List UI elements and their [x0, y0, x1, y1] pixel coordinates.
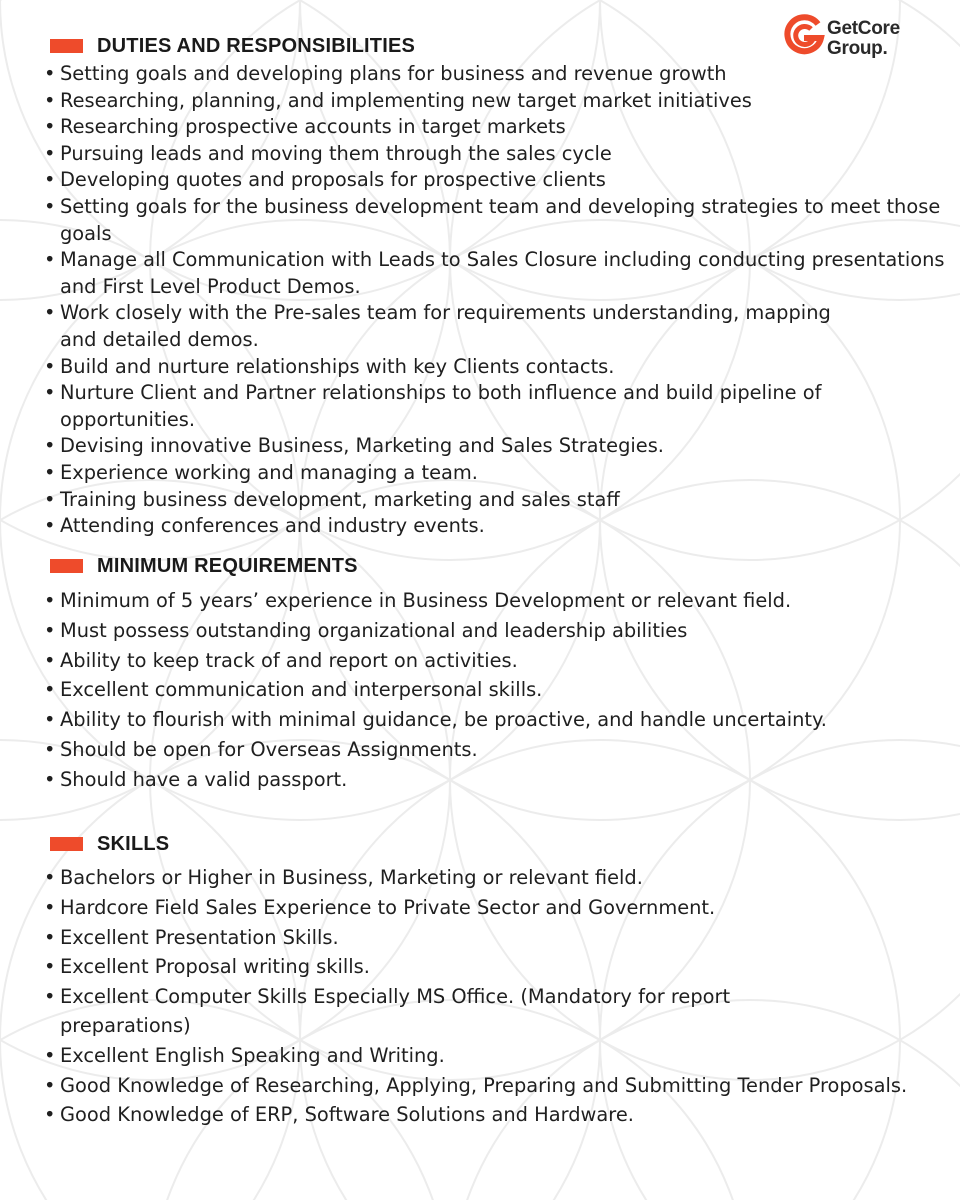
requirements-title: MINIMUM REQUIREMENTS: [97, 554, 358, 577]
brand-name-line1: GetCore: [827, 18, 900, 39]
skills-title: SKILLS: [97, 832, 170, 855]
list-item: • Should be open for Overseas Assignments.: [42, 736, 947, 765]
brand-name: [827, 19, 900, 59]
list-item: • Excellent Proposal writing skills.: [42, 953, 947, 982]
list-item: • Setting goals and developing plans for business and revenue growth: [42, 61, 947, 88]
list-item: • Work closely with the Pre-sales team for requirements understanding, mapping and detailed demos.: [42, 300, 860, 353]
requirements-list: [42, 587, 947, 796]
list-item: • Nurture Client and Partner relationships to both influence and build pipeline of opportunities.: [42, 380, 850, 433]
list-item: • Manage all Communication with Leads to Sales Closure including conducting presentations and First Level Product Demos.: [42, 247, 947, 300]
list-item: • Ability to keep track of and report on activities.: [42, 647, 947, 676]
list-item: • Excellent Computer Skills Especially MS Office. (Mandatory for report preparations): [42, 983, 860, 1041]
list-item: • Experience working and managing a team.: [42, 460, 947, 487]
list-item: • Excellent English Speaking and Writing.: [42, 1042, 947, 1071]
list-item: • Excellent communication and interpersonal skills.: [42, 676, 947, 705]
list-item: • Pursuing leads and moving them through the sales cycle: [42, 141, 947, 168]
skills-list: [42, 864, 947, 1131]
list-item: • Minimum of 5 years’ experience in Business Development or relevant field.: [42, 587, 947, 616]
section-marker: [50, 559, 83, 573]
list-item: • Should have a valid passport.: [42, 766, 947, 795]
skills-heading: [50, 831, 169, 857]
list-item: • Must possess outstanding organizational and leadership abilities: [42, 617, 947, 646]
list-item: • Good Knowledge of ERP, Software Solutions and Hardware.: [42, 1101, 947, 1130]
list-item: • Hardcore Field Sales Experience to Private Sector and Government.: [42, 894, 947, 923]
list-item: • Setting goals for the business development team and developing strategies to meet those goals: [42, 194, 947, 247]
list-item: • Good Knowledge of Researching, Applying, Preparing and Submitting Tender Proposals.: [42, 1072, 947, 1101]
duties-list: [42, 61, 947, 540]
section-marker: [50, 39, 83, 53]
section-marker: [50, 837, 83, 851]
list-item: • Devising innovative Business, Marketing and Sales Strategies.: [42, 433, 947, 460]
list-item: • Build and nurture relationships with key Clients contacts.: [42, 354, 947, 381]
brand-logo: [782, 14, 932, 64]
list-item: • Bachelors or Higher in Business, Marketing or relevant field.: [42, 864, 947, 893]
duties-title: DUTIES AND RESPONSIBILITIES: [97, 34, 416, 57]
list-item: • Ability to flourish with minimal guidance, be proactive, and handle uncertainty.: [42, 706, 850, 735]
list-item: • Researching prospective accounts in target markets: [42, 114, 947, 141]
list-item: • Training business development, marketing and sales staff: [42, 487, 947, 514]
brand-name-line2: Group.: [827, 38, 888, 59]
getcore-logo-icon: [782, 14, 826, 58]
list-item: • Attending conferences and industry events.: [42, 513, 947, 540]
list-item: • Developing quotes and proposals for prospective clients: [42, 167, 947, 194]
list-item: • Excellent Presentation Skills.: [42, 924, 947, 953]
duties-heading: [50, 33, 415, 59]
list-item: • Researching, planning, and implementing new target market initiatives: [42, 88, 947, 115]
requirements-heading: [50, 553, 358, 579]
